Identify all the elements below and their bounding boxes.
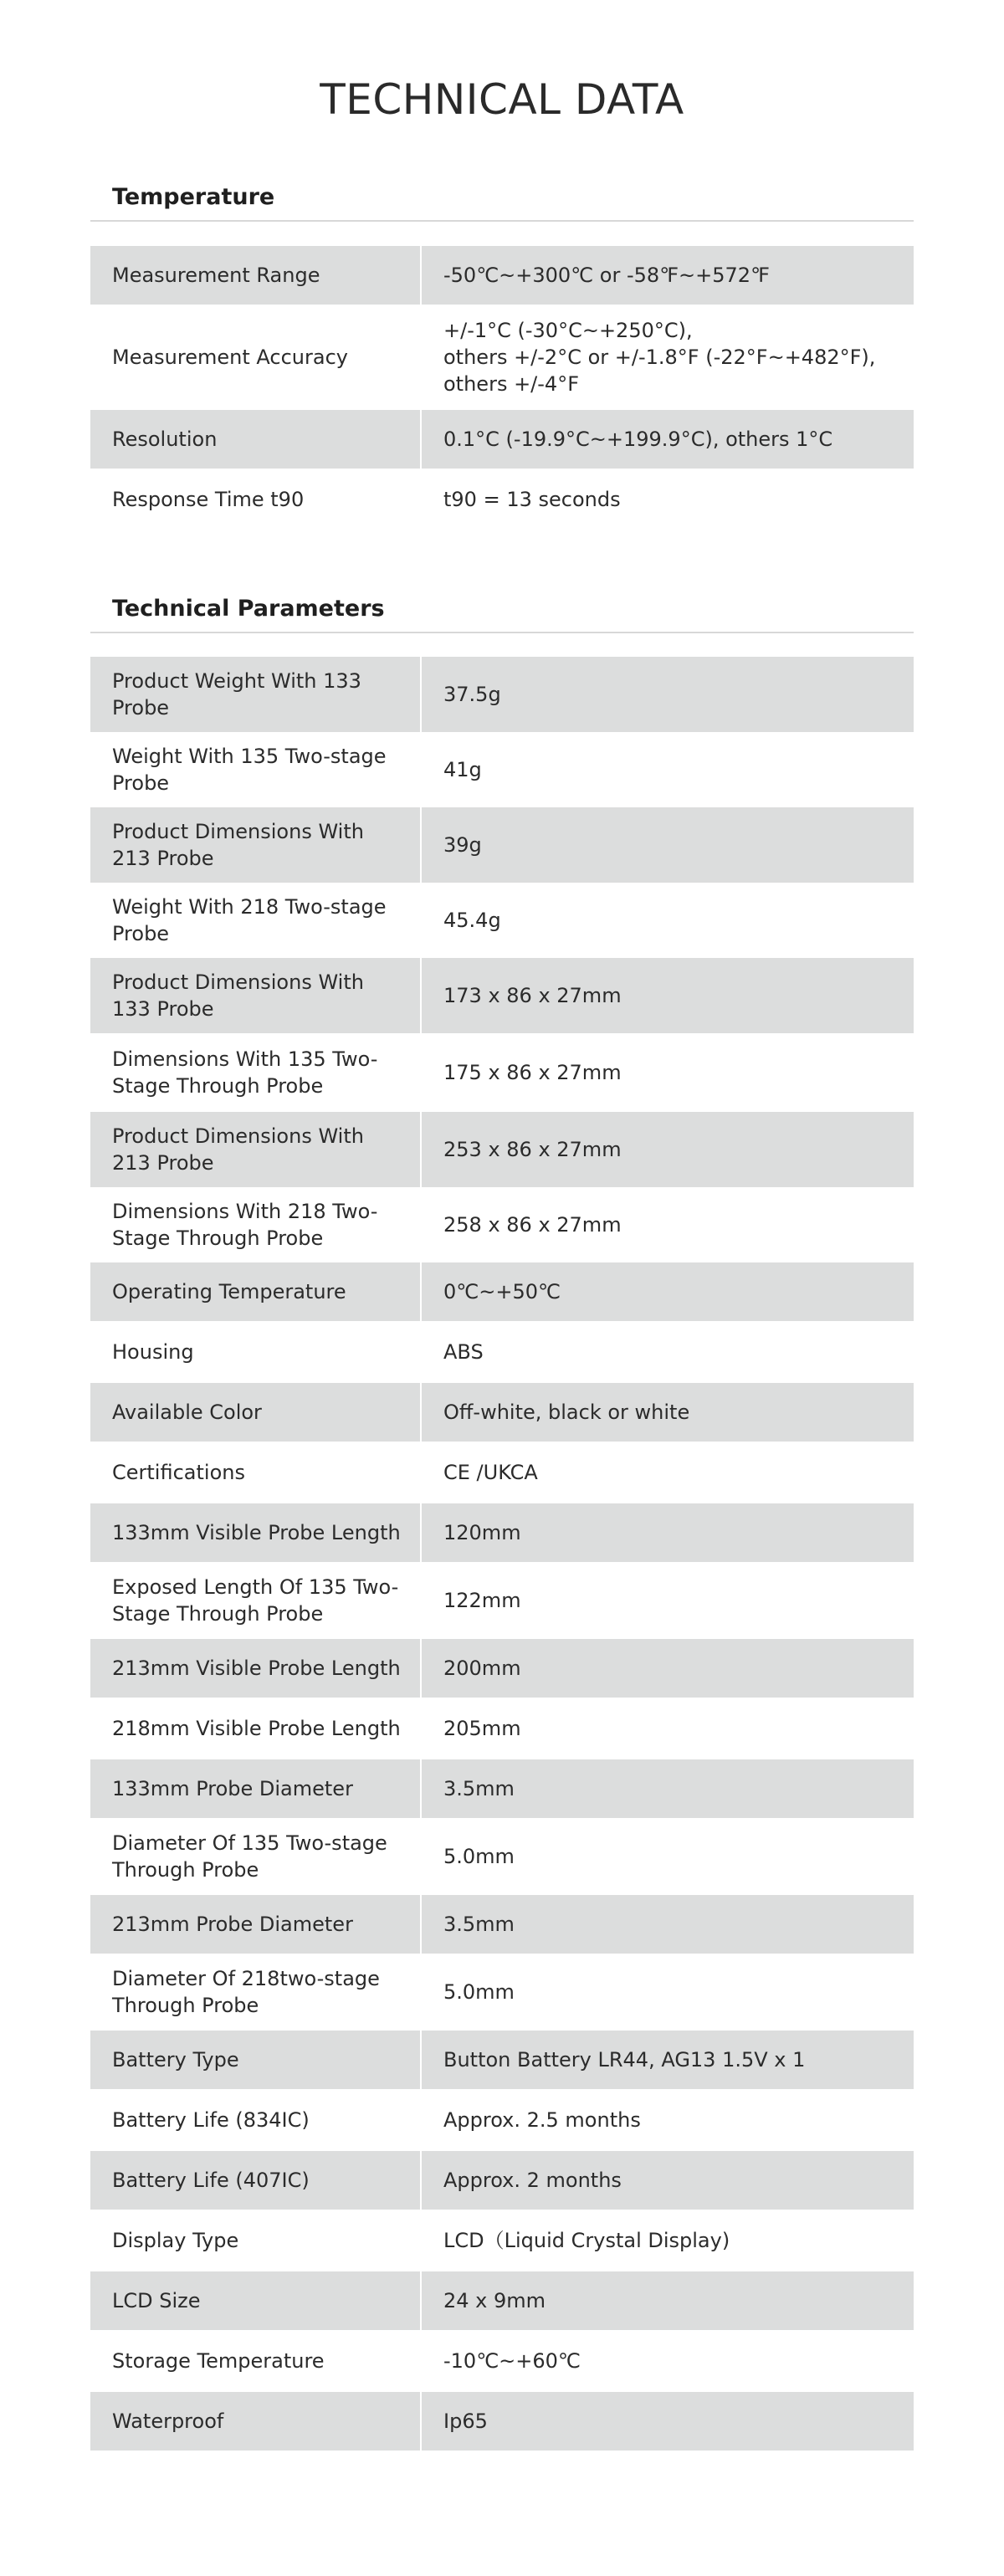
table-row <box>90 2271 914 2330</box>
row-value: 173 x 86 x 27mm <box>422 958 914 1033</box>
row-value: t90 = 13 seconds <box>443 488 621 511</box>
technical-parameters-table <box>90 657 914 2451</box>
table-row <box>90 1698 914 1759</box>
row-value: 0℃~+50℃ <box>422 1262 914 1321</box>
row-value: 122mm <box>443 1589 521 1612</box>
row-value: CE /UKCA <box>443 1461 538 1484</box>
table-row <box>90 1383 914 1442</box>
row-label: Product Weight With 133 Probe <box>90 657 420 732</box>
table-row <box>90 1503 914 1562</box>
table-row <box>90 2392 914 2451</box>
table-row <box>90 305 914 410</box>
row-value: 258 x 86 x 27mm <box>443 1213 622 1237</box>
table-row <box>90 1442 914 1503</box>
table-row <box>90 2151 914 2210</box>
table-row <box>90 2031 914 2089</box>
row-value: Button Battery LR44, AG13 1.5V x 1 <box>422 2031 914 2089</box>
row-label: Battery Type <box>90 2031 420 2089</box>
table-row <box>90 1187 914 1262</box>
row-label: Diameter Of 135 Two-stage Through Probe <box>112 1831 387 1882</box>
row-label: Exposed Length Of 135 Two- Stage Through Probe <box>112 1575 399 1626</box>
row-label: Battery Life (407IC) <box>90 2151 420 2210</box>
row-value: -50℃~+300℃ or -58℉~+572℉ <box>422 246 914 305</box>
table-row <box>90 2210 914 2271</box>
row-value: LCD（Liquid Crystal Display) <box>443 2229 730 2252</box>
row-value: 175 x 86 x 27mm <box>443 1061 622 1084</box>
row-label: LCD Size <box>90 2271 420 2330</box>
row-value: 120mm <box>422 1503 914 1562</box>
row-label: 213mm Visible Probe Length <box>90 1639 420 1698</box>
row-value: 200mm <box>422 1639 914 1698</box>
row-label: Weight With 135 Two-stage Probe <box>112 745 387 795</box>
row-label: Dimensions With 218 Two- Stage Through Probe <box>112 1200 378 1250</box>
table-row <box>90 883 914 958</box>
row-value: 39g <box>422 807 914 883</box>
table-row <box>90 410 914 469</box>
row-label: Display Type <box>112 2229 239 2252</box>
row-label: Dimensions With 135 Two- Stage Through Probe <box>112 1047 378 1098</box>
table-row <box>90 1321 914 1383</box>
row-value: -10℃~+60℃ <box>443 2349 581 2373</box>
table-row <box>90 1562 914 1639</box>
row-label: Battery Life (834IC) <box>112 2108 310 2132</box>
page-title: TECHNICAL DATA <box>320 75 684 124</box>
row-label: Certifications <box>112 1461 245 1484</box>
row-value: 5.0mm <box>443 1980 515 2004</box>
row-label: Waterproof <box>90 2392 420 2451</box>
section-divider <box>90 220 914 222</box>
row-label: 218mm Visible Probe Length <box>112 1717 401 1740</box>
row-label: 213mm Probe Diameter <box>90 1895 420 1954</box>
table-row <box>90 1112 914 1187</box>
table-row <box>90 657 914 732</box>
row-label: Operating Temperature <box>90 1262 420 1321</box>
row-value: Ip65 <box>422 2392 914 2451</box>
row-value: 253 x 86 x 27mm <box>422 1112 914 1187</box>
row-value: 0.1°C (-19.9°C~+199.9°C), others 1°C <box>422 410 914 469</box>
table-row <box>90 1033 914 1112</box>
row-label: Housing <box>112 1340 194 1364</box>
row-label: Resolution <box>90 410 420 469</box>
temperature-table <box>90 246 914 530</box>
row-label: Response Time t90 <box>112 488 305 511</box>
row-value: 41g <box>443 758 482 781</box>
row-label: Weight With 218 Two-stage Probe <box>112 895 387 945</box>
row-value: 37.5g <box>422 657 914 732</box>
row-value: 3.5mm <box>422 1759 914 1818</box>
row-label: Storage Temperature <box>112 2349 325 2373</box>
row-label: 133mm Probe Diameter <box>90 1759 420 1818</box>
section-title-temperature: Temperature <box>112 184 275 210</box>
table-row <box>90 958 914 1033</box>
section-title-technical-parameters: Technical Parameters <box>112 596 385 622</box>
row-value: 24 x 9mm <box>422 2271 914 2330</box>
table-row <box>90 1895 914 1954</box>
row-value: 205mm <box>443 1717 521 1740</box>
row-label: Measurement Range <box>90 246 420 305</box>
row-label: 133mm Visible Probe Length <box>90 1503 420 1562</box>
row-label: Available Color <box>90 1383 420 1442</box>
row-value: 5.0mm <box>443 1845 515 1868</box>
row-label: Diameter Of 218two-stage Through Probe <box>112 1967 380 2017</box>
table-row <box>90 1954 914 2031</box>
row-value: Approx. 2.5 months <box>443 2108 641 2132</box>
row-label: Product Dimensions With 213 Probe <box>90 807 420 883</box>
table-row <box>90 2089 914 2151</box>
table-row <box>90 807 914 883</box>
row-label: Measurement Accuracy <box>112 346 348 369</box>
row-value: ABS <box>443 1340 484 1364</box>
table-row <box>90 732 914 807</box>
row-value: Off-white, black or white <box>422 1383 914 1442</box>
row-label: Product Dimensions With 213 Probe <box>90 1112 420 1187</box>
row-value: Approx. 2 months <box>422 2151 914 2210</box>
table-row <box>90 2330 914 2392</box>
table-row <box>90 246 914 305</box>
row-label: Product Dimensions With 133 Probe <box>90 958 420 1033</box>
table-row <box>90 1818 914 1895</box>
table-row <box>90 469 914 530</box>
table-row <box>90 1262 914 1321</box>
table-row <box>90 1759 914 1818</box>
row-value: +/-1°C (-30°C~+250°C), others +/-2°C or +/-1.8°F (-22°F~+482°F), others +/-4°F <box>443 319 876 396</box>
section-divider <box>90 632 914 633</box>
row-value: 3.5mm <box>422 1895 914 1954</box>
row-value: 45.4g <box>443 909 501 932</box>
table-row <box>90 1639 914 1698</box>
